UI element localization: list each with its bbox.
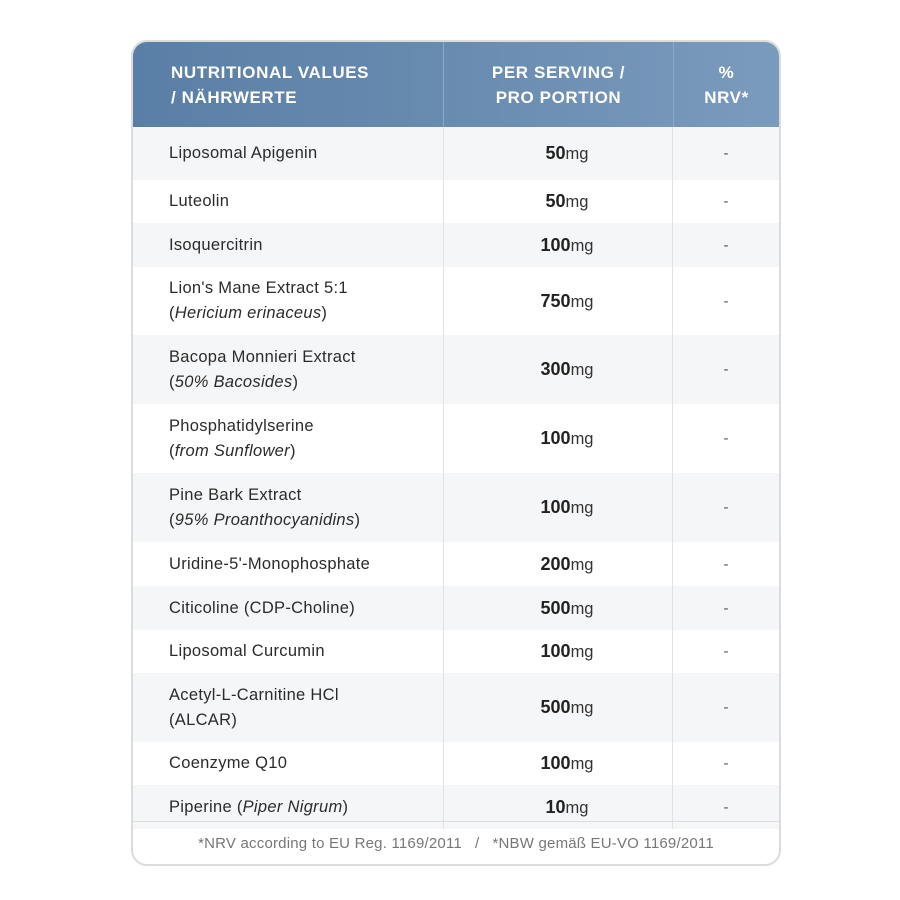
amount-cell [444,542,673,586]
table-row [133,127,779,180]
ingredient-subtitle: (Hericium erinaceus) [169,304,328,322]
ingredient-cell [133,742,444,785]
ingredient-name: Bacopa Monnieri Extract [169,347,356,366]
amount-cell [444,267,673,335]
ingredient-name: Pine Bark Extract [169,485,302,504]
header-col1-line1: NUTRITIONAL VALUES [171,62,370,82]
ingredient-name: Coenzyme Q10 [169,754,288,772]
table-row [133,630,779,673]
table-row [133,673,779,742]
ingredient-name: Acetyl-L-Carnitine HCl [169,685,339,704]
ingredient-subtitle: (95% Proanthocyanidins) [169,510,361,529]
nrv-cell: - [723,499,729,516]
amount-unit: mg [565,145,589,163]
amount-cell [444,335,673,404]
amount-unit: mg [570,555,594,574]
table-row [133,473,779,542]
ingredient-name: Luteolin [169,192,230,210]
amount-value: 300 [540,359,571,379]
table-row [133,223,779,267]
ingredient-cell [133,335,444,404]
ingredient-name: Lion's Mane Extract 5:1 [169,279,348,297]
ingredient-cell [133,180,444,223]
ingredient-name: Liposomal Apigenin [169,144,318,162]
table-row [133,542,779,586]
header-nrv [674,42,779,127]
amount-value: 500 [540,597,571,618]
amount-cell [444,223,673,267]
amount-value: 100 [540,428,571,448]
table-row [133,404,779,473]
ingredient-name: Citicoline (CDP-Choline) [169,598,356,617]
header-col1-line2: / NÄHRWERTE [171,87,298,107]
ingredient-cell [133,223,444,267]
nrv-cell: - [723,430,729,447]
ingredient-name: Piperine (Piper Nigrum) [169,797,349,816]
header-col3-line1: % [718,62,735,82]
amount-unit: mg [565,798,589,817]
amount-cell [444,127,673,180]
amount-cell [444,630,673,673]
ingredient-name: Phosphatidylserine [169,416,314,435]
amount-value: 50 [545,191,566,211]
nutrition-table [131,40,781,866]
ingredient-cell [133,673,444,742]
footnote-text: *NRV according to EU Reg. 1169/2011 / *NBW gemäß EU-VO 1169/2011 [198,834,714,852]
amount-unit: mg [570,755,594,773]
table-row [133,586,779,630]
amount-value: 500 [540,697,571,717]
amount-value: 100 [540,234,571,255]
table-row [133,742,779,785]
amount-unit: mg [565,193,589,211]
ingredient-name: Uridine-5'-Monophosphate [169,554,371,573]
ingredient-subtitle: (50% Bacosides) [169,372,299,391]
amount-unit: mg [570,236,594,255]
nrv-cell: - [723,292,729,310]
nrv-cell: - [723,599,729,617]
ingredient-name: Isoquercitrin [169,235,263,254]
amount-unit: mg [570,499,594,517]
nrv-cell: - [723,555,729,573]
amount-unit: mg [570,361,594,379]
header-col2-line1: PER SERVING / [491,62,626,82]
table-row [133,267,779,335]
amount-cell [444,673,673,742]
header-col2-line2: PRO PORTION [495,87,622,107]
ingredient-cell [133,404,444,473]
amount-cell [444,586,673,630]
amount-unit: mg [570,699,594,717]
ingredient-cell [133,542,444,586]
nrv-cell: - [723,236,729,254]
amount-cell [444,180,673,223]
nrv-cell: - [723,145,729,162]
amount-value: 100 [540,641,571,661]
amount-value: 10 [545,796,566,817]
amount-value: 100 [540,497,571,517]
amount-cell [444,473,673,542]
ingredient-cell [133,473,444,542]
table-row [133,180,779,223]
ingredient-name: Liposomal Curcumin [169,642,325,660]
amount-cell [444,404,673,473]
header-per-serving [444,42,674,127]
amount-value: 200 [540,553,571,574]
nrv-footnote [133,821,779,864]
ingredient-cell [133,586,444,630]
header-col3-line2: NRV* [704,87,749,107]
amount-unit: mg [570,292,594,311]
amount-value: 50 [545,143,566,163]
nrv-cell: - [723,755,729,772]
nrv-cell: - [723,193,729,210]
nrv-cell: - [723,361,729,378]
amount-unit: mg [570,430,594,448]
amount-cell [444,742,673,785]
amount-unit: mg [570,643,594,661]
ingredient-subtitle: (from Sunflower) [169,441,296,460]
ingredient-subtitle: (ALCAR) [169,710,238,729]
amount-unit: mg [570,599,594,618]
table-row [133,335,779,404]
amount-value: 750 [540,290,571,311]
nrv-cell: - [723,798,729,816]
nrv-cell: - [723,699,729,716]
table-header [133,42,779,127]
header-nutritional-values [133,42,444,127]
ingredient-cell [133,630,444,673]
nrv-cell: - [723,643,729,660]
amount-value: 100 [540,753,571,773]
ingredient-cell [133,267,444,335]
ingredient-cell [133,127,444,180]
